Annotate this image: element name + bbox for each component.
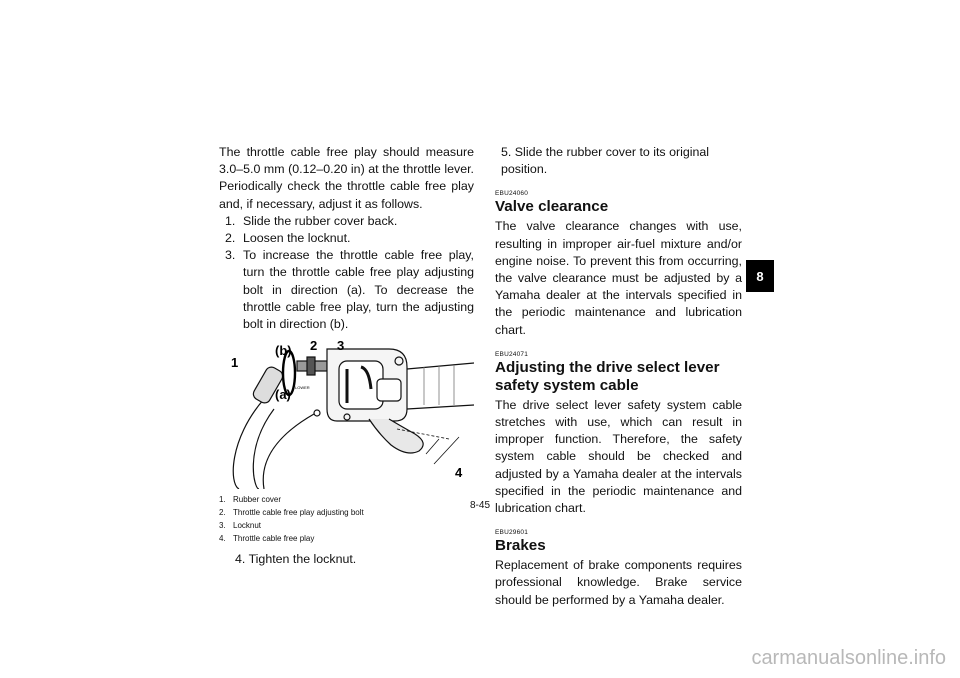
- intro-paragraph: The throttle cable free play should measure 3.0–5.0 mm (0.12–0.20 in) at the throttle lever. Periodically check the throttle cable free play and, if necessary, adjust it as follows.: [219, 145, 474, 211]
- legend-item: 2. Throttle cable free play adjusting bolt: [219, 508, 364, 518]
- watermark: carmanualsonline.info: [751, 647, 946, 669]
- section-code: EBU24071: [495, 350, 529, 358]
- callout-3: 3: [337, 339, 345, 354]
- section-code: EBU29601: [495, 529, 529, 537]
- throttle-illustration: [219, 339, 474, 489]
- section-brakes: [495, 529, 742, 609]
- step-item: 3. To increase the throttle cable free play, turn the throttle cable free play adjusting bolt in direction (a). To decrease the throttle cable free play, turn the adjusting bolt in direction (b).: [225, 248, 474, 332]
- callout-2: 2: [310, 339, 318, 354]
- legend-item: 4. Throttle cable free play: [219, 534, 315, 544]
- callout-b: (b): [275, 343, 292, 359]
- section-title: Adjusting the drive select lever safety system cable: [495, 358, 720, 394]
- section-body: The valve clearance changes with use, resulting in improper air-fuel mixture and/or engine noise. To prevent this from occurring, the valve clearance must be adjusted by a Yamaha dealer at the intervals specified in the periodic maintenance and lubrication chart.: [495, 219, 742, 337]
- lower-marking: LOWER: [295, 385, 310, 391]
- section-valve-clearance: [495, 190, 742, 338]
- cable-lower: [263, 414, 314, 489]
- section-code: EBU24060: [495, 190, 529, 198]
- step-item: 2. Loosen the locknut.: [225, 231, 351, 246]
- cable-outer: [233, 399, 264, 489]
- callout-a: (a): [275, 387, 291, 403]
- adjust-steps: [219, 213, 474, 333]
- step-5: 5. Slide the rubber cover to its original position.: [501, 145, 710, 177]
- callout-4: 4: [455, 465, 463, 481]
- section-title: Brakes: [495, 537, 546, 555]
- throttle-figure: [219, 339, 474, 489]
- step-4: 4. Tighten the locknut.: [235, 552, 357, 567]
- legend-item: 1. Rubber cover: [219, 495, 282, 505]
- page-number: 8-45: [469, 500, 490, 511]
- section-drive-select-cable: [495, 351, 742, 517]
- section-body: Replacement of brake components requires professional knowledge. Brake service should be performed by a Yamaha dealer.: [495, 558, 742, 607]
- step-item: 1. Slide the rubber cover back.: [225, 213, 398, 228]
- legend-item: 3. Locknut: [219, 521, 262, 531]
- chapter-tab: 8: [746, 260, 774, 292]
- right-column: [495, 144, 742, 609]
- callout-1: 1: [231, 355, 239, 371]
- section-title: Valve clearance: [495, 198, 609, 216]
- section-body: The drive select lever safety system cable stretches with use, which can result in improper function. Therefore, the safety system cable should be checked and adjusted by a Yamaha dealer at the intervals specified in the periodic maintenance and lubrication chart.: [495, 397, 742, 516]
